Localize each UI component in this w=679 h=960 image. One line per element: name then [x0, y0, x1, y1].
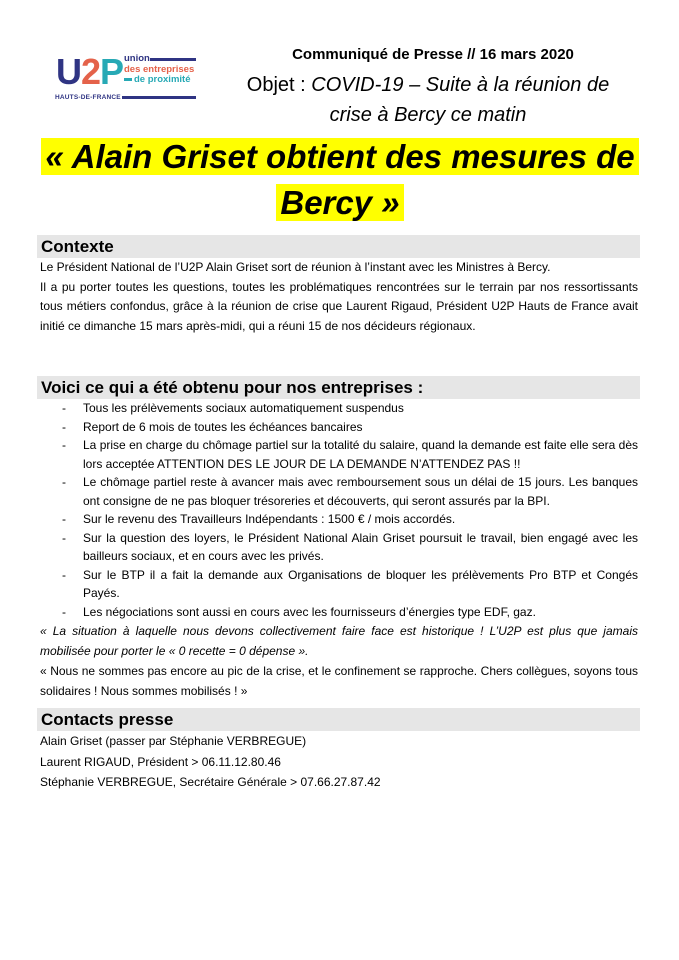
list-item-text: Sur la question des loyers, le Président National Alain Griset poursuit le travail, bien engagé avec les bailleurs sociaux, et en cours avec les privés.	[83, 530, 638, 563]
list-item	[40, 473, 638, 510]
logo-bar	[122, 96, 196, 99]
contact-line: Laurent RIGAUD, Président > 06.11.12.80.46	[40, 754, 281, 769]
dash-bullet: -	[62, 419, 66, 434]
list-item	[40, 399, 638, 418]
dash-bullet: -	[62, 530, 66, 545]
list-item-text: Tous les prélèvements sociaux automatiquement suspendus	[83, 401, 404, 415]
list-item-text: La prise en charge du chômage partiel sur la totalité du salaire, quand la demande est faite elle sera dès lors acceptée ATTENTION DES LE JOUR DE LA DEMANDE N’ATTENDEZ PAS !!	[83, 438, 638, 471]
subject-text-2: crise à Bercy ce matin	[329, 104, 527, 126]
list-item-text: Sur le BTP il a fait la demande aux Organisations de bloquer les prélèvements Pro BTP et Congés Payés.	[83, 567, 638, 600]
subject-line	[218, 70, 638, 130]
dash-bullet: -	[62, 438, 66, 452]
headline-line-1: « Alain Griset obtient des mesures de	[41, 138, 638, 175]
list-item	[40, 529, 638, 566]
list-item-text: Les négociations sont aussi en cours avec les fournisseurs d’énergies type EDF, gaz.	[83, 604, 536, 619]
u2p-logo	[42, 48, 202, 114]
list-item	[40, 436, 638, 473]
quote-historique: « La situation à laquelle nous devons collectivement faire face est historique ! L’U2P est plus que jamais mobilisée pour porter le « 0 recette = 0 dépense ».	[40, 624, 638, 658]
list-item-text: Le chômage partiel reste à avancer mais avec remboursement sous un délai de 15 jours. Les banques ont consigne de ne pas bloquer trésoreries et découverts, qui seront assurés par la BPI.	[83, 475, 638, 508]
contexte-paragraph: Le Président National de l’U2P Alain Griset sort de réunion à l’instant avec les Ministres à Bercy.	[40, 260, 551, 274]
list-item	[40, 418, 638, 437]
logo-wordmark	[56, 51, 124, 92]
logo-tagline-proximite: de proximité	[134, 74, 191, 85]
measures-list	[40, 399, 638, 621]
contexte-body	[40, 258, 638, 336]
logo-tagline-union: union	[124, 53, 150, 64]
list-item-text: Sur le revenu des Travailleurs Indépendants : 1500 € / mois accordés.	[83, 512, 456, 526]
dash-bullet: -	[62, 604, 66, 619]
section-title-contexte: Contexte	[37, 235, 640, 258]
contact-line: Alain Griset (passer par Stéphanie VERBREGUE)	[40, 734, 307, 748]
dash-bullet: -	[62, 567, 66, 582]
obtenu-body	[40, 399, 638, 701]
subject-text-1: COVID-19 – Suite à la réunion de	[311, 74, 610, 96]
headline-line-2: Bercy »	[276, 184, 403, 221]
list-item-text: Report de 6 mois de toutes les échéances bancaires	[83, 419, 363, 434]
contacts-body	[40, 731, 638, 793]
logo-tagline-entreprises: des entreprises	[124, 63, 195, 75]
quote-solidaires: « Nous ne sommes pas encore au pic de la crise, et le confinement se rapproche. Chers collègues, soyons tous solidaires ! Nous sommes mobilisés ! »	[40, 664, 638, 698]
press-release-date: Communiqué de Presse // 16 mars 2020	[292, 46, 574, 63]
contexte-paragraph: Il a pu porter toutes les questions, toutes les problématiques rencontrées sur le terrain par nos ressortissants tous métiers confondus, grâce à la réunion de crise que Laurent Rigaud, Président U2P Hauts de France avait initié ce dimanche 15 mars après-midi, qui a réuni 15 de nos décideurs régionaux.	[40, 279, 638, 333]
logo-letter-u: U	[56, 51, 81, 92]
logo-letter-p: P	[100, 51, 124, 92]
headline	[40, 134, 640, 226]
logo-letter-2: 2	[81, 51, 101, 92]
dash-bullet: -	[62, 401, 66, 415]
logo-tagline	[124, 54, 194, 86]
dash-bullet: -	[62, 475, 66, 489]
logo-region: HAUTS-DE-FRANCE	[55, 94, 121, 101]
list-item	[40, 603, 638, 622]
section-title-obtenu: Voici ce qui a été obtenu pour nos entreprises :	[37, 376, 640, 399]
subject-label: Objet :	[246, 74, 312, 96]
contact-line: Stéphanie VERBREGUE, Secrétaire Générale > 07.66.27.87.42	[40, 775, 381, 789]
list-item	[40, 510, 638, 529]
dash-bullet: -	[62, 512, 66, 526]
list-item	[40, 566, 638, 603]
section-title-contacts: Contacts presse	[37, 708, 640, 731]
